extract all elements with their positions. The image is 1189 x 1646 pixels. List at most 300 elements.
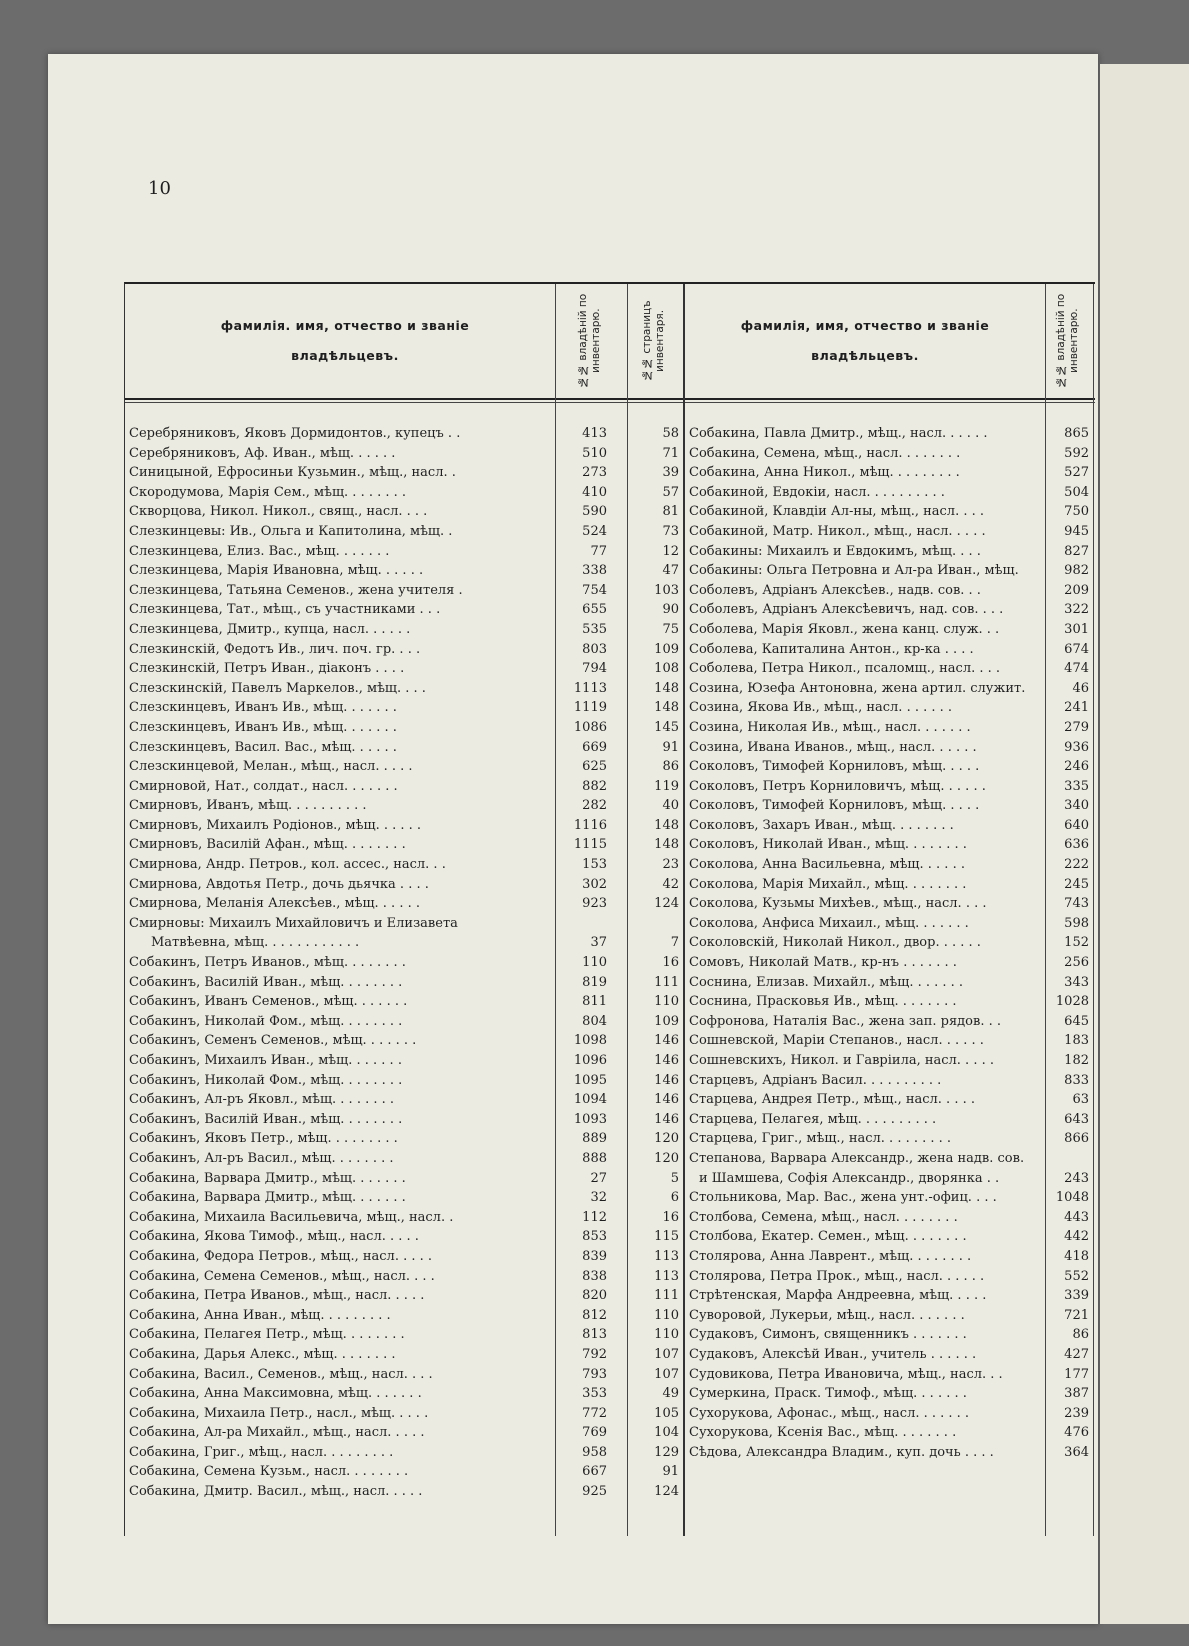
possession-number: 827 [1064, 543, 1089, 559]
possession-number: 418 [1064, 1248, 1089, 1264]
page-number: 10 [148, 178, 171, 199]
table-row [125, 1423, 683, 1443]
possession-number: 410 [582, 484, 607, 500]
inventory-page-number: 107 [654, 1346, 679, 1362]
owner-name: Собакинъ, Ал-ръ Яковл., мѣщ. . . . . . . . [129, 1092, 395, 1108]
inventory-page-number: 7 [670, 935, 679, 951]
owner-name: Собакинъ, Василій Иван., мѣщ. . . . . . . . [129, 974, 403, 990]
owner-name: Собакинъ, Яковъ Петр., мѣщ. . . . . . . . . [129, 1131, 398, 1147]
table-row [125, 992, 683, 1012]
owner-name: Собакина, Семена Кузьм., насл. . . . . . . . [129, 1464, 409, 1480]
possession-number: 510 [582, 445, 607, 461]
owner-name: Сошневской, Маріи Степанов., насл. . . . . . [689, 1033, 984, 1049]
possession-number: 279 [1064, 719, 1089, 735]
inventory-page-number: 6 [670, 1190, 679, 1206]
table-row [685, 620, 1093, 640]
table-row [685, 1169, 1093, 1189]
owner-name: Собакинъ, Петръ Иванов., мѣщ. . . . . . . . [129, 955, 406, 971]
table-row [685, 1443, 1093, 1463]
owner-name: Софронова, Наталія Вас., жена зап. рядов. . . [689, 1013, 1001, 1029]
owner-name: Сухорукова, Ксенія Вас., мѣщ. . . . . . . . [689, 1425, 957, 1441]
inventory-page-number: 104 [654, 1425, 679, 1441]
inventory-page-number: 115 [654, 1229, 679, 1245]
inventory-page-number: 71 [662, 445, 679, 461]
inventory-page-number: 148 [654, 817, 679, 833]
owner-name: Собакина, Якова Тимоф., мѣщ., насл. . . . . [129, 1229, 419, 1245]
inventory-page-number: 91 [662, 1464, 679, 1480]
owner-name: Собакинъ, Ал-ръ Васил., мѣщ. . . . . . . . [129, 1150, 394, 1166]
table-row [125, 1325, 683, 1345]
inventory-page-number: 5 [670, 1170, 679, 1186]
owner-name: Судовикова, Петра Ивановича, мѣщ., насл. . . [689, 1366, 1003, 1382]
table-row [125, 502, 683, 522]
owner-name: Соколовскій, Николай Никол., двор. . . . . . [689, 935, 981, 951]
possession-number: 804 [582, 1013, 607, 1029]
owner-name: Слезкинскій, Федотъ Ив., лич. поч. гр. . . . [129, 641, 421, 657]
table-row [685, 542, 1093, 562]
owner-name: Собакина, Семена, мѣщ., насл. . . . . . . . [689, 445, 961, 461]
possession-number: 241 [1064, 700, 1089, 716]
owner-name: Слезскинскій, Павелъ Маркелов., мѣщ. . . . [129, 680, 426, 696]
owner-name: Собакинъ, Василій Иван., мѣщ. . . . . . . . [129, 1111, 403, 1127]
inventory-page-number: 75 [662, 621, 679, 637]
owner-name: Стольникова, Мар. Вас., жена унт.-офиц. . . . [689, 1190, 997, 1206]
table-row [125, 1129, 683, 1149]
table-row [685, 1110, 1093, 1130]
possession-number: 183 [1064, 1033, 1089, 1049]
table-row [685, 933, 1093, 953]
owner-name: Скородумова, Марія Сем., мѣщ. . . . . . . . [129, 484, 407, 500]
table-row [125, 953, 683, 973]
left-column-rows [125, 424, 683, 1502]
header-rule-thin [125, 402, 1095, 403]
owner-name: Собакина, Анна Никол., мѣщ. . . . . . . . . [689, 465, 960, 481]
header-rule [125, 398, 1095, 400]
owner-name: Слезкинскій, Петръ Иван., діаконъ . . . . [129, 661, 405, 677]
possession-number: 1028 [1055, 994, 1089, 1010]
table-row [685, 1345, 1093, 1365]
possession-number: 413 [582, 426, 607, 441]
possession-number: 625 [582, 759, 607, 775]
owner-name: Соколова, Анна Васильевна, мѣщ. . . . . . [689, 857, 965, 873]
possession-number: 343 [1064, 974, 1089, 990]
possession-number: 833 [1064, 1072, 1089, 1088]
owner-name: Слезкинцева, Марія Ивановна, мѣщ. . . . . . [129, 563, 424, 579]
possession-number: 322 [1064, 602, 1089, 618]
possession-number: 721 [1064, 1307, 1089, 1323]
possession-number: 32 [590, 1190, 607, 1206]
table-row [685, 914, 1093, 934]
owner-name: Столбова, Екатер. Семен., мѣщ. . . . . . . . [689, 1229, 967, 1245]
table-row [125, 1267, 683, 1287]
possession-number: 866 [1064, 1131, 1089, 1147]
owner-name: Столбова, Семена, мѣщ., насл. . . . . . . . [689, 1209, 958, 1225]
inventory-page-number: 16 [662, 955, 679, 971]
possession-number: 1116 [573, 817, 607, 833]
owner-name: Собакинъ, Николай Фом., мѣщ. . . . . . . . [129, 1013, 403, 1029]
possession-number: 246 [1064, 759, 1089, 775]
table-row [685, 1423, 1093, 1443]
possession-number: 640 [1064, 817, 1089, 833]
possession-number: 645 [1064, 1013, 1089, 1029]
inventory-page-number: 146 [654, 1033, 679, 1049]
table-row [685, 1325, 1093, 1345]
inventory-page-number: 145 [654, 719, 679, 735]
owner-name: Слезкинцева, Елиз. Вас., мѣщ. . . . . . . [129, 543, 390, 559]
table-row [685, 698, 1093, 718]
possession-number: 750 [1064, 504, 1089, 520]
table-row [685, 796, 1093, 816]
owner-name: Соколовъ, Захаръ Иван., мѣщ. . . . . . . . [689, 817, 954, 833]
possession-number: 504 [1064, 484, 1089, 500]
owner-name: Судаковъ, Алексѣй Иван., учитель . . . . . . [689, 1346, 977, 1362]
table-row [125, 561, 683, 581]
inventory-page-number: 109 [654, 1013, 679, 1029]
table-row [685, 1365, 1093, 1385]
possession-number: 590 [582, 504, 607, 520]
table-row [685, 1267, 1093, 1287]
owner-name: Созина, Ивана Иванов., мѣщ., насл. . . . . . [689, 739, 977, 755]
owner-name: Собакина, Петра Иванов., мѣщ., насл. . . . . [129, 1288, 425, 1304]
possession-number: 535 [582, 621, 607, 637]
table-row [125, 796, 683, 816]
table-row [125, 894, 683, 914]
possession-number: 925 [582, 1484, 607, 1500]
table-row [125, 718, 683, 738]
table-row [685, 444, 1093, 464]
possession-number: 256 [1064, 955, 1089, 971]
possession-number: 1115 [573, 837, 607, 853]
owner-name: Соколова, Марія Михайл., мѣщ. . . . . . . . [689, 876, 967, 892]
possession-number: 888 [582, 1150, 607, 1166]
possession-number: 46 [1072, 680, 1089, 696]
inventory-page-number: 81 [662, 504, 679, 520]
possession-number: 273 [582, 465, 607, 481]
owner-name: Сумеркина, Праск. Тимоф., мѣщ. . . . . . . [689, 1386, 967, 1402]
table-row [125, 698, 683, 718]
table-row [125, 444, 683, 464]
table-row [125, 1345, 683, 1365]
owner-name: Собакина, Дмитр. Васил., мѣщ., насл. . . . . [129, 1484, 423, 1500]
table-row [685, 1227, 1093, 1247]
table-row [125, 542, 683, 562]
inventory-page-number: 120 [654, 1150, 679, 1166]
owner-name: Слезкинцева, Дмитр., купца, насл. . . . . . [129, 621, 411, 637]
possession-number: 1093 [573, 1111, 607, 1127]
possession-number: 643 [1064, 1111, 1089, 1127]
owner-name: Серебряниковъ, Аф. Иван., мѣщ. . . . . . [129, 445, 396, 461]
inventory-page-number: 103 [654, 582, 679, 598]
possession-number: 364 [1064, 1444, 1089, 1460]
inventory-page-number: 16 [662, 1209, 679, 1225]
owner-name: Созина, Николая Ив., мѣщ., насл. . . . . . . [689, 719, 971, 735]
owner-name: Старцева, Андрея Петр., мѣщ., насл. . . . . [689, 1092, 975, 1108]
table-row [685, 561, 1093, 581]
owner-name: Собакина, Павла Дмитр., мѣщ., насл. . . . . . [689, 426, 988, 441]
owner-name: Серебряниковъ, Яковъ Дормидонтов., купецъ . . [129, 426, 461, 441]
owner-name: Столярова, Анна Лаврент., мѣщ. . . . . . . . [689, 1248, 972, 1264]
table-row [685, 1129, 1093, 1149]
owner-name: Столярова, Петра Прок., мѣщ., насл. . . . . . [689, 1268, 985, 1284]
possession-number: 282 [582, 798, 607, 814]
table-row [125, 875, 683, 895]
table-row [125, 855, 683, 875]
possession-number: 112 [582, 1209, 607, 1225]
table-row [685, 483, 1093, 503]
owner-name: Собакинъ, Николай Фом., мѣщ. . . . . . . . [129, 1072, 403, 1088]
inventory-page-number: 105 [654, 1405, 679, 1421]
inventory-page-number: 113 [654, 1268, 679, 1284]
table-row [685, 522, 1093, 542]
owner-name: Соболева, Капиталина Антон., кр-ка . . . . [689, 641, 974, 657]
inventory-page-number: 111 [654, 1288, 679, 1304]
owner-name: Соколовъ, Тимофей Корниловъ, мѣщ. . . . . [689, 798, 980, 814]
table-row [685, 1286, 1093, 1306]
table-row [125, 424, 683, 444]
owner-name: Слезскинцевой, Мелан., мѣщ., насл. . . . . [129, 759, 413, 775]
possession-number: 27 [590, 1170, 607, 1186]
table-row [125, 1286, 683, 1306]
owner-name: Слезкинцева, Татьяна Семенов., жена учителя . [129, 582, 463, 598]
table-row [125, 1051, 683, 1071]
possession-number: 743 [1064, 896, 1089, 912]
possession-number: 527 [1064, 465, 1089, 481]
possession-number: 353 [582, 1386, 607, 1402]
owner-name: Собакиной, Клавдіи Ал-ны, мѣщ., насл. . . . [689, 504, 984, 520]
table-row [685, 659, 1093, 679]
possession-number: 793 [582, 1366, 607, 1382]
possession-number: 754 [582, 582, 607, 598]
inventory-page-number: 73 [662, 523, 679, 539]
possession-number: 552 [1064, 1268, 1089, 1284]
table-row [685, 973, 1093, 993]
owner-name: Слезкинцевы: Ив., Ольга и Капитолина, мѣщ. . [129, 523, 453, 539]
possession-number: 37 [590, 935, 607, 951]
table-row [125, 1012, 683, 1032]
inventory-page-number: 107 [654, 1366, 679, 1382]
owner-name: Собакина, Семена Семенов., мѣщ., насл. . . . [129, 1268, 435, 1284]
table-row [685, 1051, 1093, 1071]
owner-name: Степанова, Варвара Александр., жена надв. сов. [689, 1150, 1025, 1166]
possession-number: 1086 [573, 719, 607, 735]
next-page-edge [1100, 64, 1189, 1624]
table-row [125, 1247, 683, 1267]
table-row [685, 953, 1093, 973]
possession-number: 839 [582, 1248, 607, 1264]
table-row [685, 1149, 1093, 1169]
table-row [125, 1482, 683, 1502]
possession-number: 945 [1064, 523, 1089, 539]
table-row [125, 640, 683, 660]
possession-number: 63 [1072, 1092, 1089, 1108]
table-row [685, 1247, 1093, 1267]
owner-name: Смирновы: Михаилъ Михайловичъ и Елизавета [129, 915, 458, 931]
possession-number: 177 [1064, 1366, 1089, 1382]
possession-number: 811 [582, 994, 607, 1010]
owner-name: Собакина, Анна Иван., мѣщ. . . . . . . . . [129, 1307, 391, 1323]
possession-number: 77 [590, 543, 607, 559]
possession-number: 958 [582, 1444, 607, 1460]
possession-number: 243 [1064, 1170, 1089, 1186]
inventory-page-number: 23 [662, 857, 679, 873]
inventory-page-number: 146 [654, 1092, 679, 1108]
table-row [685, 855, 1093, 875]
table-row [685, 1306, 1093, 1326]
table-row [685, 502, 1093, 522]
owner-name: Матвѣевна, мѣщ. . . . . . . . . . . . [151, 935, 360, 951]
possession-number: 442 [1064, 1229, 1089, 1245]
owner-name: Созина, Якова Ив., мѣщ., насл. . . . . . . [689, 700, 953, 716]
inventory-page-number: 146 [654, 1053, 679, 1068]
table-row [125, 679, 683, 699]
owner-name: Суворовой, Лукерьи, мѣщ., насл. . . . . . . [689, 1307, 965, 1323]
table-row [685, 757, 1093, 777]
owner-name: Созина, Юзефа Антоновна, жена артил. служит. [689, 680, 1026, 696]
possession-number: 1119 [573, 700, 607, 716]
table-row [685, 718, 1093, 738]
table-row [685, 1208, 1093, 1228]
table-row [125, 738, 683, 758]
header-possessions-left: №№ владѣній по инвентарю. [577, 293, 602, 389]
owner-name: Соболева, Петра Никол., псаломщ., насл. . . . [689, 661, 1001, 677]
possession-number: 655 [582, 602, 607, 618]
possession-number: 301 [1064, 621, 1089, 637]
table-row [125, 757, 683, 777]
possession-number: 1098 [573, 1033, 607, 1049]
table-row [125, 1384, 683, 1404]
column-divider [1093, 284, 1094, 1536]
possession-number: 153 [582, 857, 607, 873]
table-row [685, 1012, 1093, 1032]
table-row [125, 1208, 683, 1228]
inventory-page-number: 90 [662, 602, 679, 618]
owner-name: Сомовъ, Николай Матв., кр-нъ . . . . . . . [689, 955, 957, 971]
inventory-page-number: 12 [662, 543, 679, 559]
table-row [125, 1365, 683, 1385]
owner-name: Собакина, Дарья Алекс., мѣщ. . . . . . . . [129, 1346, 396, 1362]
owner-name: Соколовъ, Николай Иван., мѣщ. . . . . . . . [689, 837, 967, 853]
table-row [125, 973, 683, 993]
table-row [685, 424, 1093, 444]
table-row [125, 1110, 683, 1130]
owner-name: Собакина, Пелагея Петр., мѣщ. . . . . . . . [129, 1327, 405, 1343]
inventory-page-number: 146 [654, 1072, 679, 1088]
owner-name: Соколовъ, Тимофей Корниловъ, мѣщ. . . . . [689, 759, 980, 775]
inventory-page-number: 110 [654, 994, 679, 1010]
table-row [125, 933, 683, 953]
owner-name: Соболевъ, Адріанъ Алексѣев., надв. сов. . . [689, 582, 981, 598]
table-row [125, 914, 683, 934]
table-row [685, 816, 1093, 836]
table-row [125, 1169, 683, 1189]
possession-number: 524 [582, 523, 607, 539]
inventory-page-number: 49 [662, 1386, 679, 1402]
table-row [685, 463, 1093, 483]
possession-number: 794 [582, 661, 607, 677]
possession-number: 1096 [573, 1053, 607, 1068]
possession-number: 474 [1064, 661, 1089, 677]
inventory-page-number: 110 [654, 1307, 679, 1323]
possession-number: 853 [582, 1229, 607, 1245]
header-possessions-right: №№ владѣній по инвентарю. [1055, 293, 1080, 389]
table-row [125, 1031, 683, 1051]
possession-number: 820 [582, 1288, 607, 1304]
table-row [125, 1462, 683, 1482]
possession-number: 923 [582, 896, 607, 912]
owner-name: Стрѣтенская, Марфа Андреевна, мѣщ. . . . . [689, 1288, 987, 1304]
owner-name: Собакинъ, Иванъ Семенов., мѣщ. . . . . . . [129, 994, 408, 1010]
owner-name: Собакина, Михаила Петр., насл., мѣщ. . . . . [129, 1405, 429, 1421]
inventory-page-number: 148 [654, 837, 679, 853]
possession-number: 982 [1064, 563, 1089, 579]
owner-name: Смирнова, Меланія Алексѣев., мѣщ. . . . . . [129, 896, 420, 912]
possession-number: 1095 [573, 1072, 607, 1088]
possession-number: 222 [1064, 857, 1089, 873]
table-row [125, 835, 683, 855]
table-row [685, 894, 1093, 914]
owner-name: Соболевъ, Адріанъ Алексѣевичъ, над. сов. . . . [689, 602, 1004, 618]
inventory-page-number: 146 [654, 1111, 679, 1127]
owner-name: Скворцова, Никол. Никол., свящ., насл. . . . [129, 504, 428, 520]
possession-number: 302 [582, 876, 607, 892]
possession-number: 239 [1064, 1405, 1089, 1421]
inventory-page-number: 109 [654, 641, 679, 657]
owner-name: Сѣдова, Александра Владим., куп. дочь . . . . [689, 1444, 994, 1460]
table-row [685, 777, 1093, 797]
possession-number: 769 [582, 1425, 607, 1441]
possession-number: 1094 [573, 1092, 607, 1108]
owner-name: Слезскинцевъ, Иванъ Ив., мѣщ. . . . . . . [129, 700, 397, 716]
table-row [685, 875, 1093, 895]
owner-name: Старцевъ, Адріанъ Васил. . . . . . . . . . [689, 1072, 942, 1088]
possession-number: 667 [582, 1464, 607, 1480]
header-name-left: фамилія. имя, отчество и званіе владѣльцевъ. [220, 318, 470, 363]
possession-number: 772 [582, 1405, 607, 1421]
possession-number: 812 [582, 1307, 607, 1323]
owner-name: Смирновой, Нат., солдат., насл. . . . . . . [129, 778, 398, 794]
owner-name: Слезскинцевъ, Иванъ Ив., мѣщ. . . . . . . [129, 719, 397, 735]
possession-number: 182 [1064, 1053, 1089, 1068]
owner-name: Соколовъ, Петръ Корниловичъ, мѣщ. . . . . . [689, 778, 986, 794]
inventory-page-number: 124 [654, 896, 679, 912]
inventory-page-number: 110 [654, 1327, 679, 1343]
owner-name: Собакины: Ольга Петровна и Ал-ра Иван., мѣщ. [689, 563, 1019, 579]
owner-name: Собакина, Варвара Дмитр., мѣщ. . . . . . . [129, 1170, 406, 1186]
owner-name: Соснина, Прасковья Ив., мѣщ. . . . . . . . [689, 994, 957, 1010]
possession-number: 1113 [573, 680, 607, 696]
table-row [125, 1090, 683, 1110]
table-row [685, 1384, 1093, 1404]
table-row [125, 1306, 683, 1326]
owner-name: Собакина, Ал-ра Михайл., мѣщ., насл. . . . . [129, 1425, 425, 1441]
inventory-page-number: 39 [662, 465, 679, 481]
owner-name: Собакиной, Матр. Никол., мѣщ., насл. . . . . [689, 523, 986, 539]
table-row [685, 1404, 1093, 1424]
table-row [685, 600, 1093, 620]
owner-name: Синицыной, Ефросиньи Кузьмин., мѣщ., насл. . [129, 465, 456, 481]
inventory-page-number: 124 [654, 1484, 679, 1500]
table-row [125, 581, 683, 601]
inventory-page-number: 58 [662, 426, 679, 441]
table-row [685, 1188, 1093, 1208]
inventory-page-number: 129 [654, 1444, 679, 1460]
table-row [125, 1404, 683, 1424]
possession-number: 674 [1064, 641, 1089, 657]
table-row [125, 522, 683, 542]
possession-number: 152 [1064, 935, 1089, 951]
inventory-page-number: 47 [662, 563, 679, 579]
table-row [685, 640, 1093, 660]
